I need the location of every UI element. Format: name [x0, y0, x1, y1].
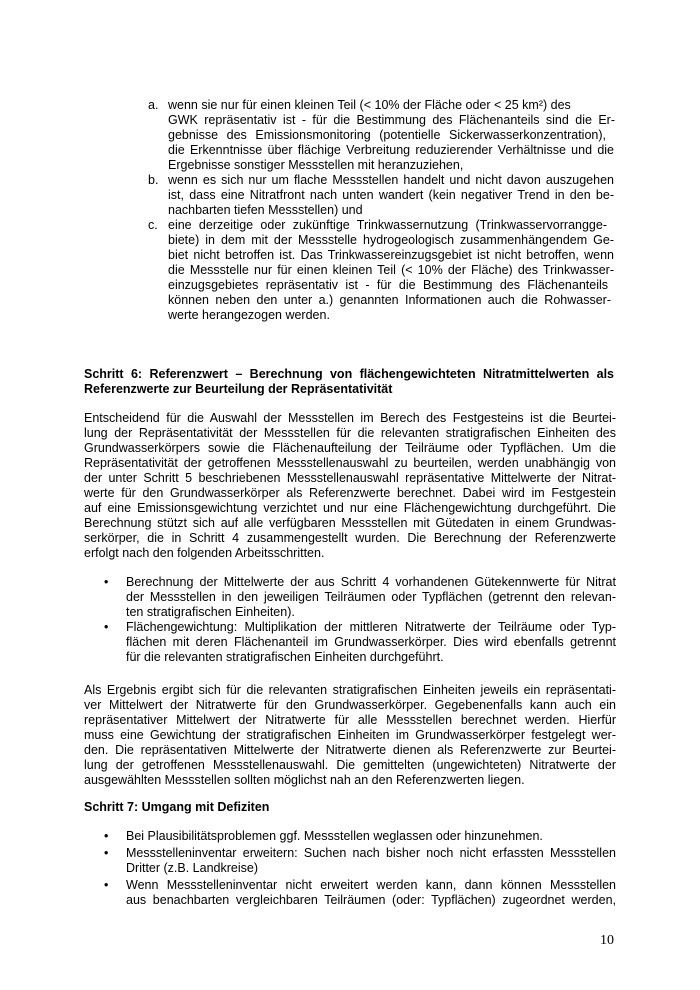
- list-a-line: Ergebnisse sonstiger Messstellen mit heranzuziehen,: [168, 158, 464, 172]
- bullet-marker: •: [104, 575, 109, 589]
- list-c-line: die Messstelle nur für einen kleinen Teil (< 10% der Fläche) des Trinkwasser-: [168, 263, 614, 277]
- bullet-marker: •: [104, 620, 109, 634]
- list-a-line: GWK repräsentativ ist - für die Bestimmung des Flächenanteils sind die Er-: [168, 113, 615, 127]
- paragraph-line: serkörper, die in Schritt 4 zusammengestellt wurden. Die Berechnung der Referenzwerte: [84, 531, 616, 545]
- paragraph-line: muss eine Gewichtung der stratigrafischen Einheiten im Grundwasserkörper festgelegt wer-: [84, 728, 616, 742]
- bullet-item-line: Bei Plausibilitätsproblemen ggf. Messstellen weglassen oder hinzunehmen.: [126, 829, 543, 843]
- bullet-item-line: aus benachbarten vergleichbaren Teilräumen (oder: Typflächen) zugeordnet werden,: [126, 893, 616, 907]
- bullet-item-line: flächen mit deren Flächenanteil im Grundwasserkörper. Dies wird ebenfalls getrennt: [126, 635, 616, 649]
- paragraph-line: Grundwasserkörpers sowie die Flächenaufteilung der Teilräume oder Typflächen. Um die: [84, 441, 616, 455]
- paragraph-line: Repräsentativität der getroffenen Messstellenauswahl zu beurteilen, werden unabhängig von: [84, 456, 616, 470]
- list-a-line: gebnisse des Emissionsmonitoring (potentielle Sickerwasserkonzentration),: [168, 128, 606, 142]
- section-heading-step-7: Schritt 7: Umgang mit Defiziten: [84, 800, 270, 814]
- list-marker-b: b.: [148, 173, 159, 187]
- list-marker-c: c.: [148, 218, 158, 232]
- bullet-item-line: Messstelleninventar erweitern: Suchen nach bisher noch nicht erfassten Messstellen: [126, 846, 616, 860]
- paragraph-line: den. Die repräsentativen Mittelwerte der Nitratwerte dienen als Referenzwerte zur Beurtei-: [84, 743, 616, 757]
- bullet-item-line: ten stratigrafischen Einheiten).: [126, 605, 295, 619]
- list-c-line: biete) in dem mit der Messstelle hydrogeologisch zusammenhängendem Ge-: [168, 233, 614, 247]
- paragraph-line: Berechnung stützt sich auf alle verfügbaren Messstellen mit Gütedaten in einem Grundwas-: [84, 516, 616, 530]
- list-b-line: wenn es sich nur um flache Messstellen handelt und nicht davon auszugehen: [168, 173, 614, 187]
- paragraph-line: ver Mittelwert der Nitratwerte für den Grundwasserkörper. Gegebenenfalls kann auch ein: [84, 698, 616, 712]
- paragraph-line: Als Ergebnis ergibt sich für die relevanten stratigrafischen Einheiten jeweils ein repräsentati-: [84, 683, 616, 697]
- bullet-item-line: Berechnung der Mittelwerte der aus Schritt 4 vorhandenen Gütekennwerte für Nitrat: [126, 575, 616, 589]
- paragraph-line: erfolgt nach den folgenden Arbeitsschritten.: [84, 546, 325, 560]
- bullet-item-line: für die relevanten stratigrafischen Einheiten durchgeführt.: [126, 650, 444, 664]
- paragraph-line: auf eine Emissionsgewichtung verzichtet und nur eine Flächengewichtung durchgeführt. Die: [84, 501, 616, 515]
- bullet-marker: •: [104, 829, 109, 843]
- list-marker-a: a.: [148, 98, 159, 112]
- list-b-line: ist, dass eine Nitratfront nach unten wandert (kein negativer Trend in den be-: [168, 188, 614, 202]
- bullet-item-line: der Messstellen in den jeweiligen Teilräumen oder Typflächen (getrennt den relevan-: [126, 590, 616, 604]
- paragraph-line: ausgewählten Messstellen sollten möglichst nah an den Referenzwerten liegen.: [84, 773, 525, 787]
- list-c-line: können neben den unter a.) genannten Informationen auch die Rohwasser-: [168, 293, 611, 307]
- bullet-item-line: Dritter (z.B. Landkreise): [126, 861, 258, 875]
- bullet-marker: •: [104, 878, 109, 892]
- section-heading-step-6: Schritt 6: Referenzwert – Berechnung von flächengewichteten Nitratmittelwerten als: [84, 367, 614, 381]
- paragraph-line: lung der getroffenen Messstellenauswahl. Die gemittelten (ungewichteten) Nitratwerte der: [84, 758, 616, 772]
- list-c-line: einzugsgebietes repräsentativ ist - für die Bestimmung des Flächenanteils: [168, 278, 608, 292]
- paragraph-line: der unter Schritt 5 beschriebenen Messstellenauswahl repräsentative Mittelwerte der Nitrat-: [84, 471, 616, 485]
- list-c-line: eine derzeitige oder zukünftige Trinkwassernutzung (Trinkwasservorrangge-: [168, 218, 607, 232]
- bullet-item-line: Wenn Messstelleninventar nicht erweitert werden kann, dann können Messstellen: [126, 878, 616, 892]
- paragraph-line: lung der Repräsentativität der Messstellen für die relevanten stratigrafischen Einheiten des: [84, 426, 616, 440]
- list-c-line: werte herangezogen werden.: [168, 308, 330, 322]
- bullet-marker: •: [104, 846, 109, 860]
- paragraph-line: werte für den Grundwasserkörper als Referenzwerte berechnet. Dabei wird im Festgestein: [84, 486, 616, 500]
- list-a-line: wenn sie nur für einen kleinen Teil (< 10% der Fläche oder < 25 km²) des: [168, 98, 571, 112]
- paragraph-line: repräsentativer Mittelwert der Nitratwerte für alle Messstellen berechnet werden. Hierfür: [84, 713, 616, 727]
- bullet-item-line: Flächengewichtung: Multiplikation der mittleren Nitratwerte der Teilräume oder Typ-: [126, 620, 616, 634]
- list-c-line: biet nicht betroffen ist. Das Trinkwassereinzugsgebiet ist nicht betroffen, wenn: [168, 248, 614, 262]
- list-a-line: die Erkenntnisse über flächige Verbreitung reduzierender Verhältnisse und die: [168, 143, 614, 157]
- paragraph-line: Entscheidend für die Auswahl der Messstellen im Berech des Festgesteins ist die Beurtei-: [84, 411, 616, 425]
- list-b-line: nachbarten tiefen Messstellen) und: [168, 203, 363, 217]
- section-heading-step-6: Referenzwerte zur Beurteilung der Repräsentativität: [84, 382, 393, 396]
- page-number: 10: [600, 933, 614, 948]
